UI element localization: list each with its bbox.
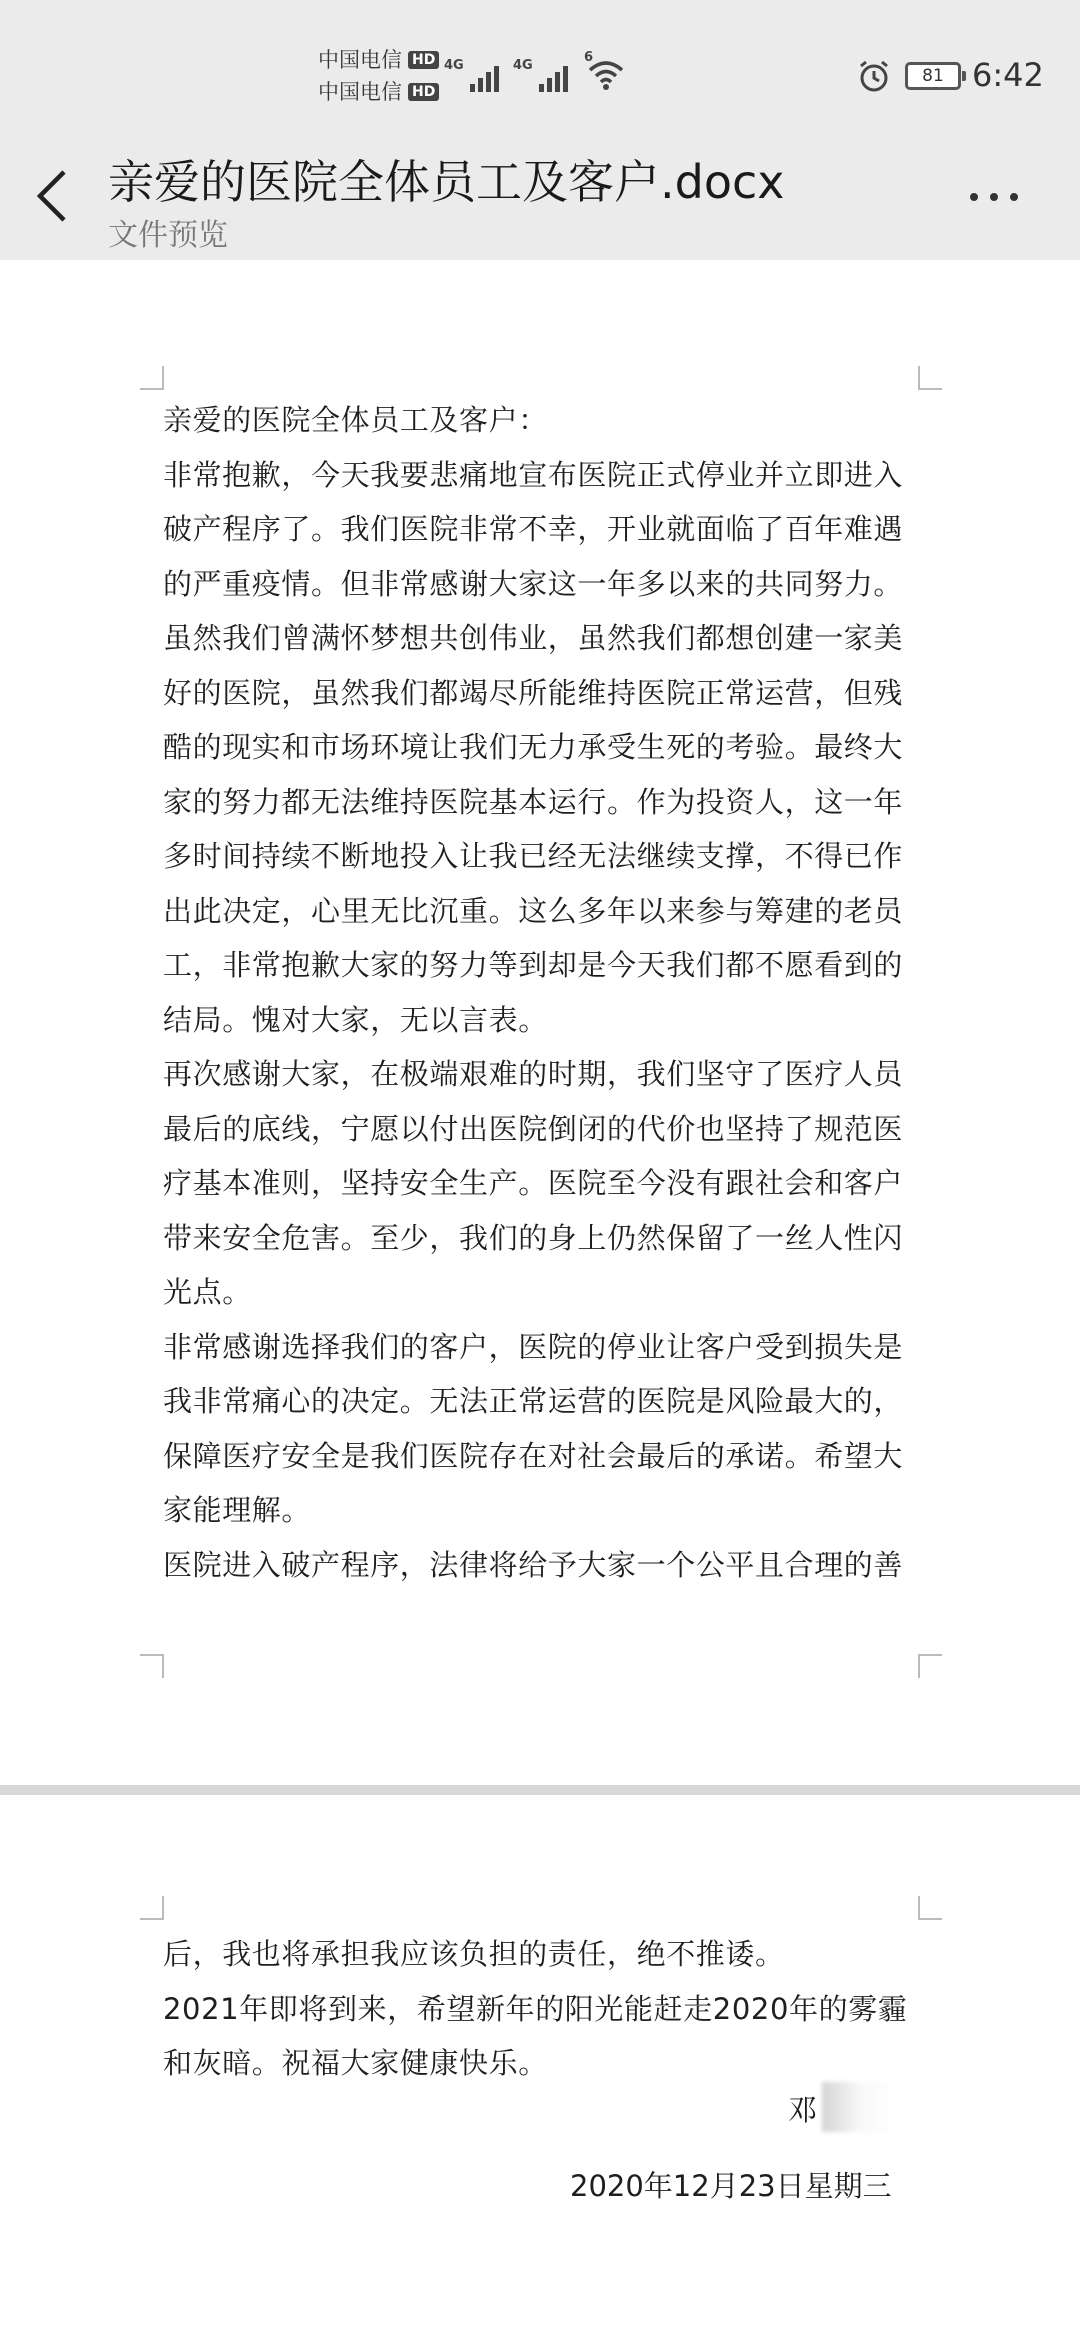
more-options-icon[interactable]: [970, 182, 1040, 212]
page-corner-mark: [140, 366, 164, 390]
signature-name: 邓: [788, 2093, 818, 2127]
hd-badge: HD: [408, 51, 439, 69]
signal-icon: 4G: [517, 66, 568, 92]
document-page-2: [163, 1927, 923, 2091]
back-arrow-icon[interactable]: [30, 166, 74, 226]
app-bar: [0, 130, 1080, 260]
paragraph: 后，我也将承担我应该负担的责任，绝不推诿。: [163, 1937, 785, 1971]
paragraph: 再次感谢大家，在极端艰难的时期，我们坚守了医疗人员最后的底线，宁愿以付出医院倒闭的代价也坚持了规范医疗基本准则，坚持安全生产。医院至今没有跟社会和客户带来安全危害。至少，我们的身上仍然保留了一丝人性闪光点。: [163, 1057, 904, 1309]
page-corner-mark: [918, 366, 942, 390]
signal-indicators: [444, 50, 626, 92]
wifi-icon: 6: [586, 58, 626, 92]
carrier-info: [318, 44, 439, 108]
document-page-1: [163, 393, 923, 1592]
paragraph: 2021年即将到来，希望新年的阳光能赶走2020年的雾霾和灰暗。祝福大家健康快乐。: [163, 1991, 908, 2080]
document-title: 亲爱的医院全体员工及客户.docx: [108, 155, 785, 209]
battery-indicator: 81: [905, 62, 961, 90]
page-corner-mark: [140, 1896, 164, 1920]
hd-badge: HD: [408, 83, 439, 101]
page-break: [0, 1785, 1080, 1795]
document-date: 2020年12月23日星期三: [570, 2169, 892, 2203]
top-bar: [0, 0, 1080, 260]
redaction-blur: [822, 2082, 898, 2132]
paragraph: 医院进入破产程序，法律将给予大家一个公平且合理的善: [163, 1547, 904, 1582]
salutation: 亲爱的医院全体员工及客户：: [163, 403, 548, 437]
alarm-icon: [856, 58, 892, 94]
paragraph: 非常抱歉，今天我要悲痛地宣布医院正式停业并立即进入破产程序了。我们医院非常不幸，开业就面临了百年难遇的严重疫情。但非常感谢大家这一年多以来的共同努力。虽然我们曾满怀梦想共创伟业，虽然我们都想创建一家美好的医院，虽然我们都竭尽所能维持医院正常运营，但残酷的现实和市场环境让我们无力承受生死的考验。最终大家的努力都无法维持医院基本运行。作为投资人，这一年多时间持续不断地投入让我已经无法继续支撑，不得已作出此决定，心里无比沉重。这么多年以来参与筹建的老员工，非常抱歉大家的努力等到却是今天我们都不愿看到的结局。愧对大家，无以言表。: [163, 457, 904, 1037]
paragraph: 非常感谢选择我们的客户，医院的停业让客户受到损失是我非常痛心的决定。无法正常运营的医院是风险最大的，保障医疗安全是我们医院存在对社会最后的承诺。希望大家能理解。: [163, 1329, 904, 1527]
page-corner-mark: [918, 1896, 942, 1920]
carrier-2: 中国电信: [318, 80, 402, 104]
clock: 6:42: [972, 56, 1044, 94]
page-corner-mark: [918, 1654, 942, 1678]
document-subtitle: 文件预览: [108, 218, 228, 253]
signal-icon: 4G: [448, 66, 499, 92]
status-bar: [0, 0, 1080, 130]
carrier-1: 中国电信: [318, 48, 402, 72]
page-corner-mark: [140, 1654, 164, 1678]
